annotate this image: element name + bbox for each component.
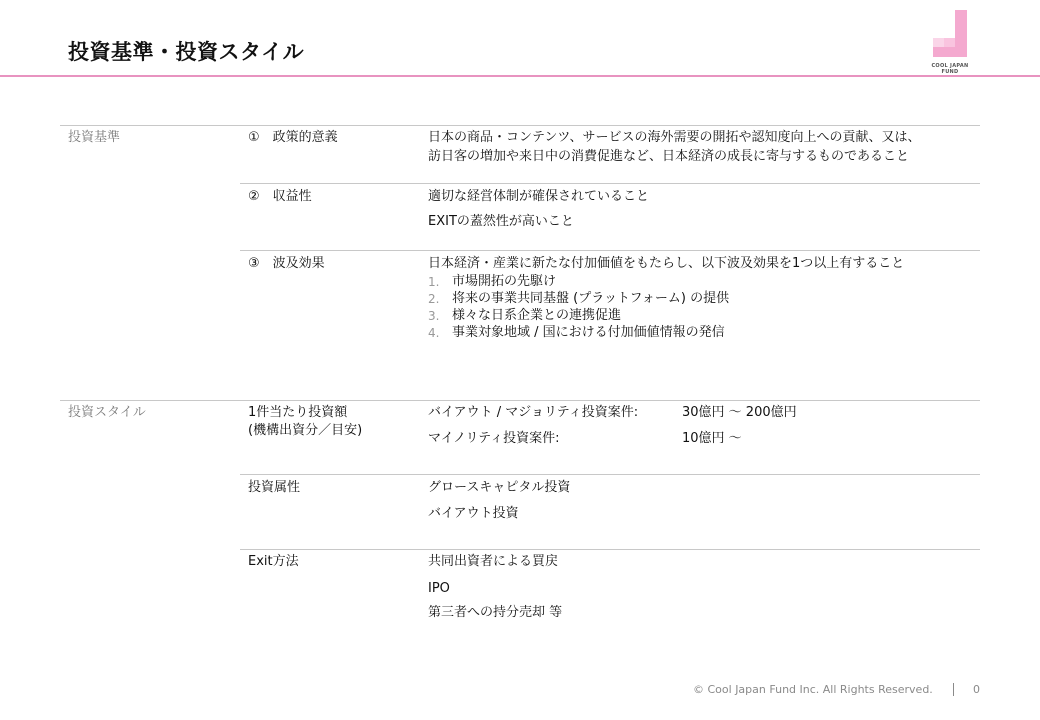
row-divider: [240, 549, 980, 550]
investment-type-label: バイアウト / マジョリティ投資案件:: [428, 405, 639, 420]
style-row-name: 1件当たり投資額: [248, 405, 348, 420]
header-divider: [0, 75, 1040, 77]
style-row-name: 投資属性: [248, 480, 301, 495]
list-item-text: 市場開拓の先駆け: [452, 274, 557, 289]
logo-j-icon: [922, 8, 978, 62]
criteria-row-text: 訪日客の増加や来日中の消費促進など、日本経済の成長に寄与するものであること: [428, 149, 910, 164]
criteria-row-text: 日本経済・産業に新たな付加価値をもたらし、以下波及効果を1つ以上有すること: [428, 256, 905, 271]
criteria-row-text: 適切な経営体制が確保されていること: [428, 189, 650, 204]
criteria-row-text: 日本の商品・コンテンツ、サービスの海外需要の開拓や認知度向上への貢献、又は、: [428, 130, 921, 145]
style-row-text: 第三者への持分売却 等: [428, 605, 563, 620]
page-number: 0: [973, 683, 980, 696]
section-label-criteria: 投資基準: [68, 130, 121, 145]
list-item-number: 4.: [428, 326, 440, 340]
page-title: 投資基準・投資スタイル: [68, 40, 305, 64]
row-divider: [240, 250, 980, 251]
row-divider: [240, 474, 980, 475]
cool-japan-fund-logo: [922, 8, 978, 75]
style-row-text: バイアウト投資: [428, 506, 519, 521]
criteria-row-name: ③ 波及効果: [248, 256, 325, 271]
criteria-row-name: ① 政策的意義: [248, 130, 338, 145]
style-row-name: (機構出資分／目安): [248, 423, 363, 438]
list-item-number: 3.: [428, 309, 440, 323]
section-label-style: 投資スタイル: [68, 405, 146, 420]
footer-separator: [953, 683, 954, 696]
list-item-text: 事業対象地域 / 国における付加価値情報の発信: [452, 325, 725, 340]
style-row-text: IPO: [428, 581, 450, 596]
footer-copyright: © Cool Japan Fund Inc. All Rights Reserved.: [693, 683, 933, 696]
section-divider: [60, 400, 980, 401]
style-row-name: Exit方法: [248, 554, 299, 569]
section-divider: [60, 125, 980, 126]
investment-type-label: マイノリティ投資案件:: [428, 431, 560, 446]
list-item-number: 1.: [428, 275, 440, 289]
list-item-number: 2.: [428, 292, 440, 306]
row-divider: [240, 183, 980, 184]
investment-amount-value: 30億円 ～ 200億円: [682, 405, 797, 420]
investment-amount-value: 10億円 ～: [682, 431, 742, 446]
list-item-text: 将来の事業共同基盤 (プラットフォーム) の提供: [452, 291, 730, 306]
logo-wordmark: COOL JAPAN FUND: [931, 63, 969, 75]
criteria-row-name: ② 収益性: [248, 189, 312, 204]
criteria-row-text: EXITの蓋然性が高いこと: [428, 214, 574, 229]
list-item-text: 様々な日系企業との連携促進: [452, 308, 622, 323]
style-row-text: 共同出資者による買戻: [428, 554, 559, 569]
style-row-text: グロースキャピタル投資: [428, 480, 571, 495]
